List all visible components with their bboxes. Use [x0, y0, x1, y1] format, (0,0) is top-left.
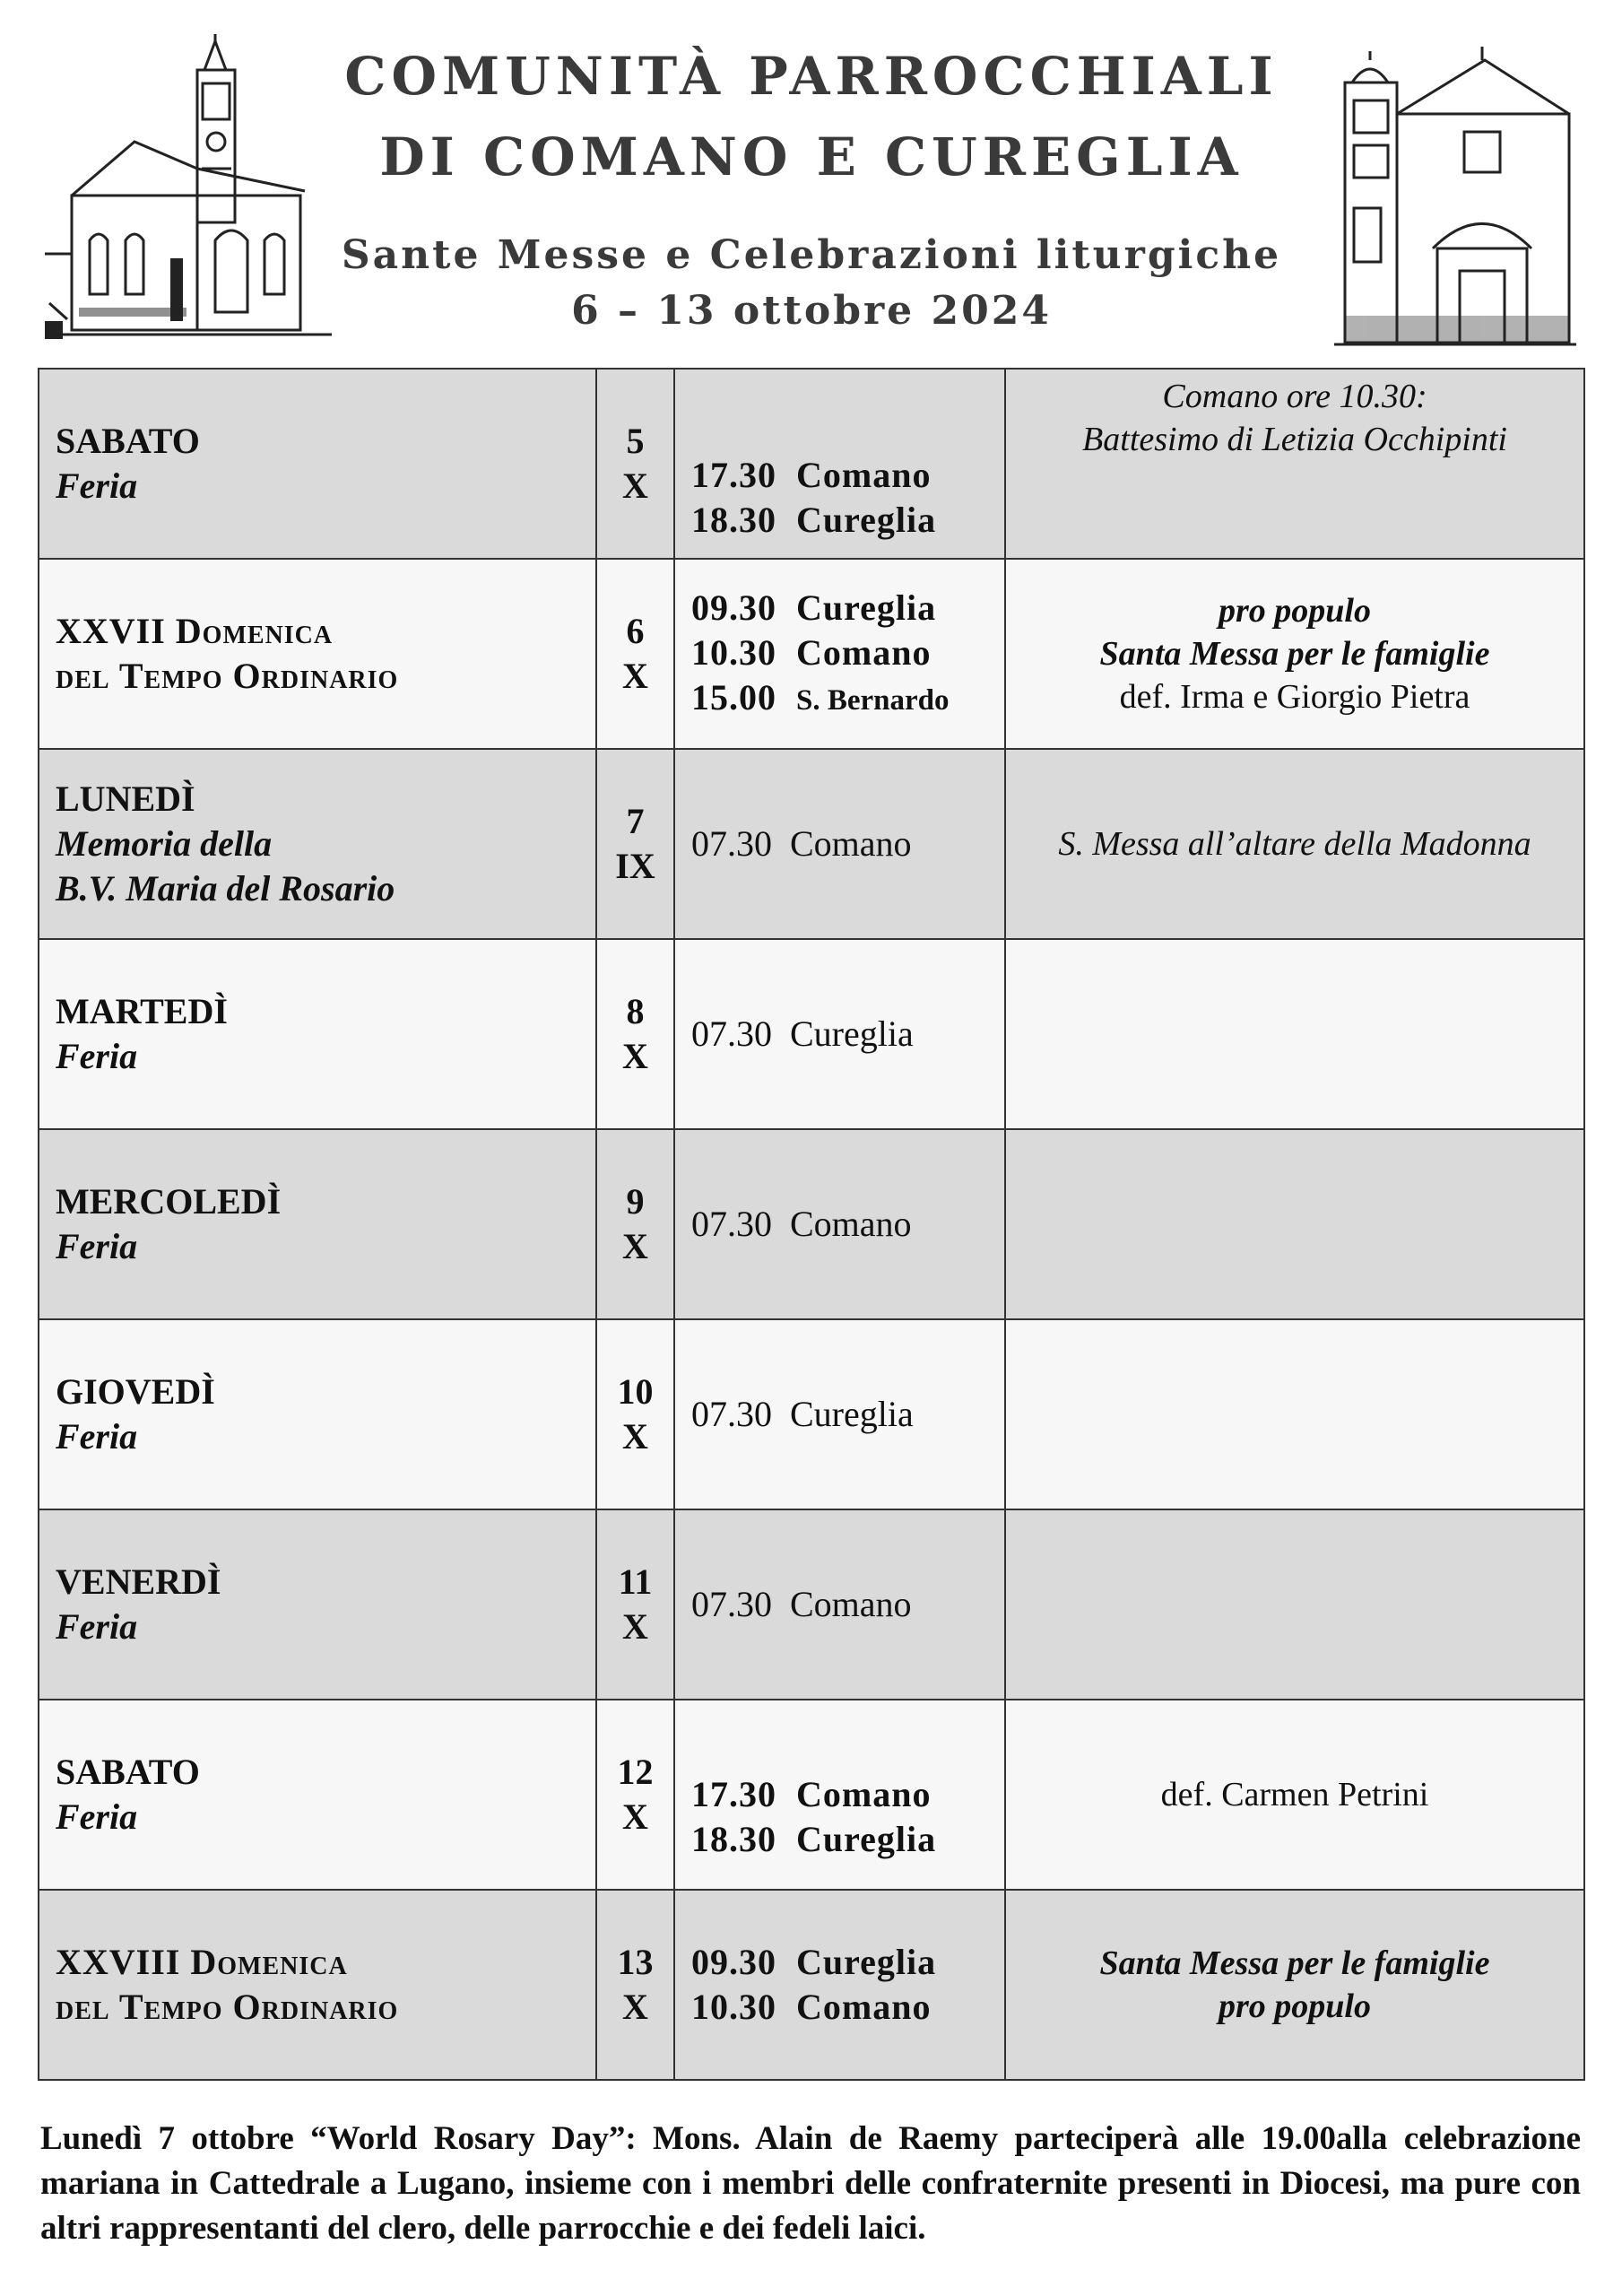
day-number: 12: [617, 1752, 654, 1792]
day-number: 8: [626, 991, 645, 1031]
mass-time: 09.30 Cureglia: [691, 1942, 937, 1982]
day-name-continued: del Tempo Ordinario: [56, 1987, 399, 2027]
subtitle: Sante Messe e Celebrazioni liturgiche: [341, 232, 1282, 278]
note-line: Comano ore 10.30:: [1162, 378, 1427, 415]
mass-times-cell: [674, 559, 1005, 749]
footnote-announcement: Lunedì 7 ottobre “World Rosary Day”: Mons. Alain de Raemy parteciperà alle 19.00alla celebrazione mariana in Cattedrale a Lugano, insieme con i membri delle confraternite presenti in Diocesi, ma pure con altri rappresentanti del clero, delle parrocchie e dei fedeli laici.: [40, 2120, 1581, 2247]
table-row: [39, 1890, 1584, 2080]
month-numeral: X: [622, 1796, 648, 1837]
date-cell: [596, 1890, 674, 2080]
mass-time: 09.30 Cureglia: [691, 587, 937, 628]
day-number: 5: [626, 421, 645, 461]
day-name: LUNEDÌ: [56, 778, 195, 819]
day-cell: [39, 749, 596, 939]
day-cell: [39, 1509, 596, 1700]
note-line: Santa Messa per le famiglie: [1099, 1944, 1490, 1982]
month-numeral: X: [622, 1987, 648, 2027]
month-numeral: X: [622, 465, 648, 506]
date-cell: [596, 369, 674, 559]
mass-time: 18.30 Cureglia: [691, 500, 937, 540]
mass-time: [691, 675, 1004, 723]
mass-times-cell: [674, 1129, 1005, 1319]
mass-time: 10.30 Comano: [691, 1987, 932, 2027]
day-name: MERCOLEDÌ: [56, 1181, 282, 1222]
mass-time-place: S. Bernardo: [796, 683, 950, 717]
day-number: 6: [626, 611, 645, 651]
document-title: [323, 36, 1300, 339]
mass-time: 07.30 Comano: [691, 823, 912, 864]
table-row: [39, 369, 1584, 559]
mass-times-cell: [674, 939, 1005, 1129]
note-line: pro populo: [1219, 1987, 1371, 2025]
day-subtitle: B.V. Maria del Rosario: [56, 868, 395, 909]
mass-time: 17.30 Comano: [691, 1774, 932, 1814]
day-number: 13: [617, 1942, 654, 1982]
date-cell: [596, 1700, 674, 1890]
note-line: S. Messa all’altare della Madonna: [1058, 825, 1531, 863]
day-name: GIOVEDÌ: [56, 1371, 215, 1412]
title-line-2: DI COMANO E CUREGLIA: [379, 126, 1244, 187]
date-cell: [596, 1509, 674, 1700]
day-number: 7: [626, 801, 645, 841]
mass-times-cell: [674, 1890, 1005, 2080]
comano-church-illustration: [36, 34, 341, 352]
notes-cell: [1005, 1890, 1584, 2080]
notes-cell: [1005, 1700, 1584, 1890]
day-name: XXVIII Domenica: [56, 1942, 348, 1982]
table-row: [39, 559, 1584, 749]
title-line-1: COMUNITÀ PARROCCHIALI: [344, 46, 1279, 107]
page-header: [0, 0, 1622, 359]
mass-times-cell: [674, 1700, 1005, 1890]
date-cell: [596, 1129, 674, 1319]
day-subtitle: Feria: [56, 1796, 138, 1837]
date-cell: [596, 559, 674, 749]
cureglia-church-illustration: [1334, 47, 1576, 352]
day-subtitle: Feria: [56, 1226, 138, 1266]
notes-cell: [1005, 749, 1584, 939]
table-row: [39, 939, 1584, 1129]
date-cell: [596, 749, 674, 939]
day-number: 11: [618, 1561, 653, 1602]
mass-times-cell: [674, 369, 1005, 559]
day-cell: [39, 1700, 596, 1890]
day-cell: [39, 939, 596, 1129]
day-subtitle: Feria: [56, 1036, 138, 1076]
notes-cell: [1005, 939, 1584, 1129]
day-name-continued: del Tempo Ordinario: [56, 656, 399, 696]
mass-time: 17.30 Comano: [691, 455, 932, 495]
day-name: SABATO: [56, 421, 200, 461]
month-numeral: IX: [615, 846, 655, 886]
notes-cell: [1005, 369, 1584, 559]
day-cell: [39, 369, 596, 559]
day-name: MARTEDÌ: [56, 991, 228, 1031]
table-row: [39, 1319, 1584, 1509]
mass-time: 07.30 Cureglia: [691, 1013, 914, 1054]
table-row: [39, 1129, 1584, 1319]
day-subtitle: Feria: [56, 465, 138, 506]
month-numeral: X: [622, 1606, 648, 1647]
day-name: SABATO: [56, 1752, 200, 1792]
day-cell: [39, 1890, 596, 2080]
mass-time: 07.30 Comano: [691, 1204, 912, 1244]
mass-time: 10.30 Comano: [691, 631, 932, 673]
note-line: pro populo: [1219, 592, 1371, 630]
note-line: def. Carmen Petrini: [1160, 1776, 1429, 1813]
day-cell: [39, 559, 596, 749]
mass-time: 18.30 Cureglia: [691, 1819, 937, 1859]
day-subtitle: Memoria della: [56, 823, 273, 864]
table-row: [39, 1509, 1584, 1700]
mass-time: 07.30 Cureglia: [691, 1394, 914, 1434]
mass-time-hour: 15.00: [691, 676, 776, 718]
mass-times-cell: [674, 1319, 1005, 1509]
note-line: def. Irma e Giorgio Pietra: [1119, 678, 1470, 716]
month-numeral: X: [622, 1416, 648, 1457]
notes-cell: [1005, 1509, 1584, 1700]
month-numeral: X: [622, 656, 648, 696]
notes-cell: [1005, 559, 1584, 749]
day-number: 10: [617, 1371, 654, 1412]
month-numeral: X: [622, 1226, 648, 1266]
mass-time: 07.30 Comano: [691, 1584, 912, 1624]
table-row: [39, 1700, 1584, 1890]
day-name: VENERDÌ: [56, 1561, 221, 1602]
day-cell: [39, 1129, 596, 1319]
mass-times-cell: [674, 749, 1005, 939]
day-name: XXVII Domenica: [56, 611, 334, 651]
month-numeral: X: [622, 1036, 648, 1076]
note-line: Santa Messa per le famiglie: [1099, 635, 1490, 673]
day-cell: [39, 1319, 596, 1509]
table-row: [39, 749, 1584, 939]
day-subtitle: Feria: [56, 1606, 138, 1647]
date-cell: [596, 939, 674, 1129]
notes-cell: [1005, 1129, 1584, 1319]
day-subtitle: Feria: [56, 1416, 138, 1457]
mass-times-cell: [674, 1509, 1005, 1700]
date-cell: [596, 1319, 674, 1509]
mass-schedule-table: [38, 368, 1585, 2081]
notes-cell: [1005, 1319, 1584, 1509]
note-line: Battesimo di Letizia Occhipinti: [1082, 421, 1507, 458]
day-number: 9: [626, 1181, 645, 1222]
date-range: 6 – 13 ottobre 2024: [571, 288, 1052, 334]
